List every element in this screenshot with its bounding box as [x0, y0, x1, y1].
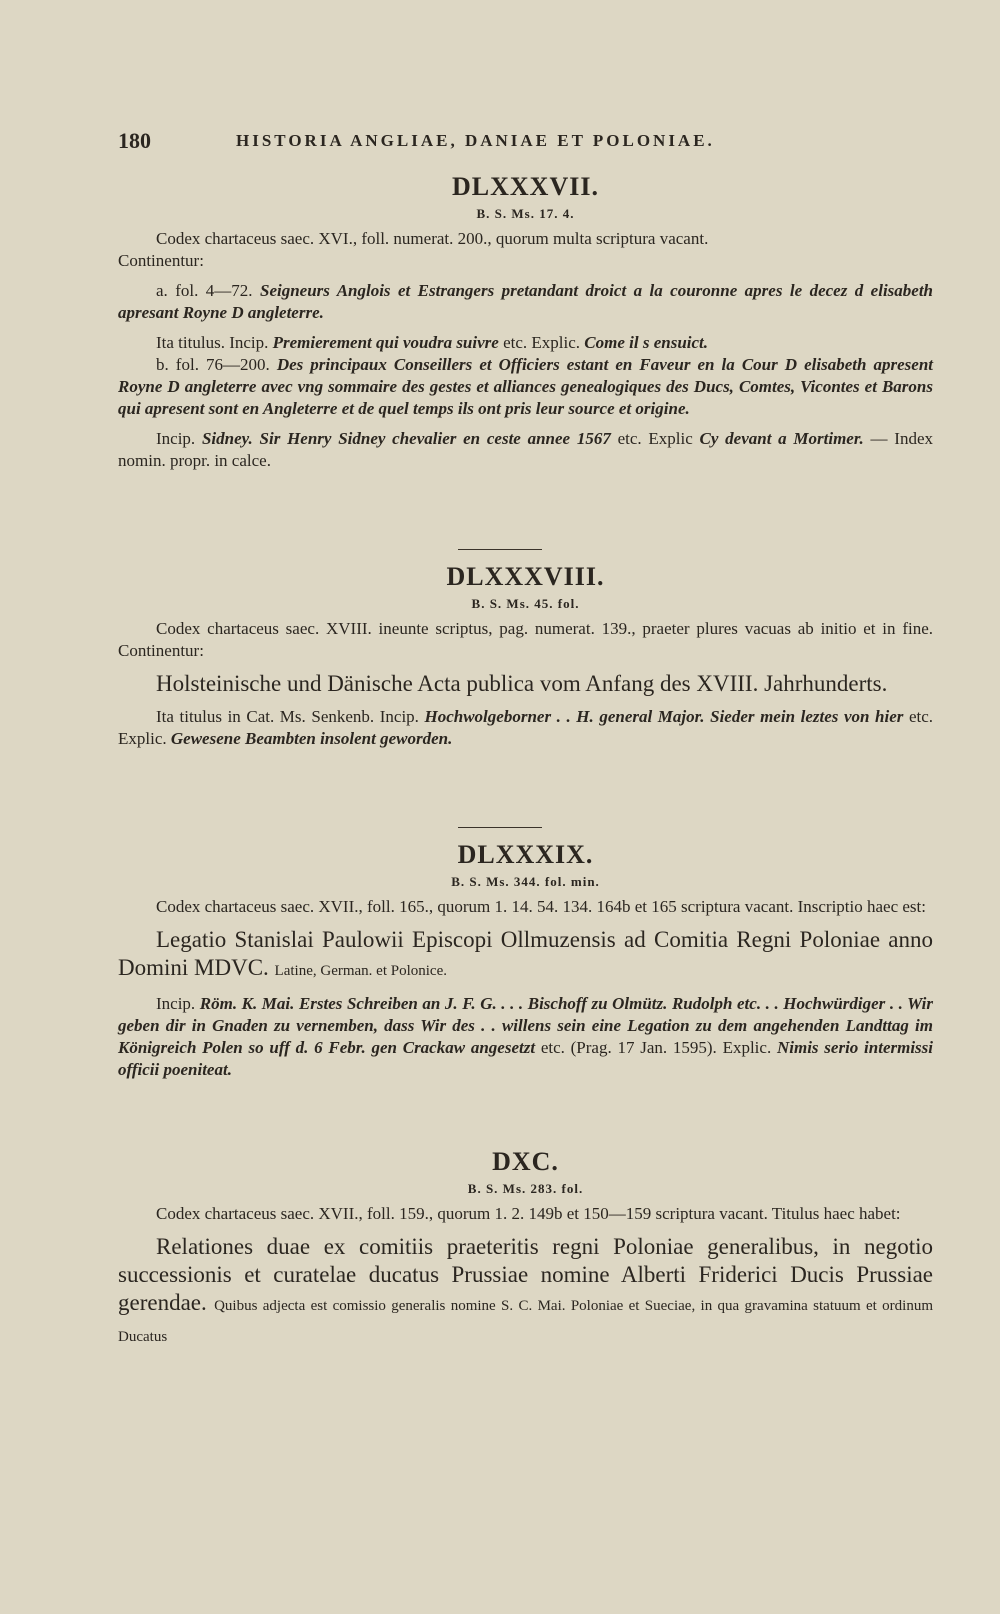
item-a-incipit [118, 332, 933, 354]
incip-label: Incip. [156, 994, 196, 1013]
work-title-text: Legatio Stanislai Paulowii Episcopi Ollmuzensis ad Comitia Regni Poloniae anno Domini MDVC. [118, 927, 933, 980]
entry-number: DLXXXIX. [457, 840, 594, 869]
incipit-text: Premierement qui voudra suivre [272, 333, 499, 352]
entry-dlxxxix [118, 840, 933, 1081]
item-b [118, 354, 933, 420]
entry-dxc [118, 1147, 933, 1351]
shelfmark: B. S. Ms. 344. fol. min. [451, 874, 600, 889]
incipit-line [118, 706, 933, 750]
incipit-text: Röm. K. Mai. Erstes Schreiben an J. F. G. . . . Bischoff zu Olmütz. Rudolph etc. . . Hochwürdiger . . Wir geben dir in Gnaden zu vernemben, dass Wir des . . willens sein eine Legation zu dem angehenden Landttag im Königreich Polen so uff d. 6 Febr. gen Crackaw angesetzt [118, 994, 934, 1057]
work-title [118, 1233, 933, 1351]
entry-number: DLXXXVIII. [446, 562, 605, 591]
page-number: 180 [118, 128, 151, 153]
explicit-text: Cy devant a Mortimer. [699, 429, 864, 448]
page-header [118, 128, 933, 158]
item-title: Des principaux Conseillers et Officiers estant en Faveur en la Cour D elisabeth apresent Royne D angleterre avec vng sommaire des gestes et alliances genealogiques des Ducs, Comtes, Vicontes et Barons qui apresent sont en Angleterre et de quel temps ils ont pris leur source et origine. [118, 355, 933, 418]
explic-label: etc. Explic [617, 429, 693, 448]
incipit-text: Sidney. Sir Henry Sidney chevalier en ceste annee 1567 [201, 429, 611, 448]
explicit-text: Come il s ensuict. [584, 333, 709, 352]
work-title: Holsteinische und Dänische Acta publica vom Anfang des XVIII. Jahrhunderts. [156, 671, 888, 696]
shelfmark: B. S. Ms. 283. fol. [467, 1181, 584, 1196]
explic-label: etc. (Prag. 17 Jan. 1595). Explic. [540, 1038, 772, 1057]
section-divider [458, 827, 542, 828]
entry-dlxxxvii [118, 172, 933, 472]
work-title-text: Relationes duae ex comitiis praeteritis regni Poloniae generalibus, in negotio successionis et curatelae ducatus Prussiae nomine Alberti Friderici Ducis Prussiae gerendae. [118, 1234, 933, 1315]
running-title: HISTORIA ANGLIAE, DANIAE ET POLONIAE. [236, 131, 715, 150]
explicit-text: Nimis serio intermissi officii poeniteat. [118, 1038, 934, 1079]
title-continuation: Quibus adjecta est comissio generalis nomine S. C. Mai. Poloniae et Sueciae, in qua gravamina statuum et ordinum Ducatus [118, 1298, 934, 1345]
incipit-text: Hochwolgeborner . . H. general Major. Sieder mein leztes von hier [424, 707, 904, 726]
work-title [118, 926, 933, 985]
incip-label: Ita titulus. Incip. [156, 333, 269, 352]
explicit-text: Gewesene Beambten insolent geworden. [170, 729, 453, 748]
item-a [118, 280, 933, 324]
shelfmark: B. S. Ms. 45. fol. [471, 596, 580, 611]
incip-label: Incip. [156, 429, 196, 448]
item-label: b. fol. 76—200. [156, 355, 270, 374]
description: Codex chartaceus saec. XVI., foll. numerat. 200., quorum multa scriptura vacant. [156, 229, 709, 248]
explic-label: etc. Explic. [118, 707, 934, 748]
incipit-line [118, 993, 933, 1081]
languages-note: Latine, German. et Polonice. [274, 963, 447, 979]
index-note: — Index nomin. propr. in calce. [118, 429, 933, 470]
entry-number: DLXXXVII. [452, 172, 599, 201]
explic-label: etc. Explic. [503, 333, 581, 352]
description: Codex chartaceus saec. XVII., foll. 159., quorum 1. 2. 149b et 150—159 scriptura vacant. Titulus haec habet: [156, 1204, 901, 1223]
description: Codex chartaceus saec. XVIII. ineunte scriptus, pag. numerat. 139., praeter plures vacuas ab initio et in fine. Continentur: [118, 619, 933, 660]
description: Codex chartaceus saec. XVII., foll. 165., quorum 1. 14. 54. 134. 164b et 165 scriptura vacant. Inscriptio haec est: [156, 897, 926, 916]
item-title: Seigneurs Anglois et Estrangers pretandant droict a la couronne apres le decez d elisabeth apresant Royne D angleterre. [118, 281, 934, 322]
section-divider [458, 549, 542, 550]
incip-label: Ita titulus in Cat. Ms. Senkenb. Incip. [156, 707, 419, 726]
entry-number: DXC. [492, 1147, 559, 1176]
item-label: a. fol. 4—72. [156, 281, 253, 300]
item-b-incipit [118, 428, 933, 472]
continentur: Continentur: [118, 251, 204, 270]
entry-dlxxxviii [118, 562, 933, 750]
shelfmark: B. S. Ms. 17. 4. [476, 206, 575, 221]
